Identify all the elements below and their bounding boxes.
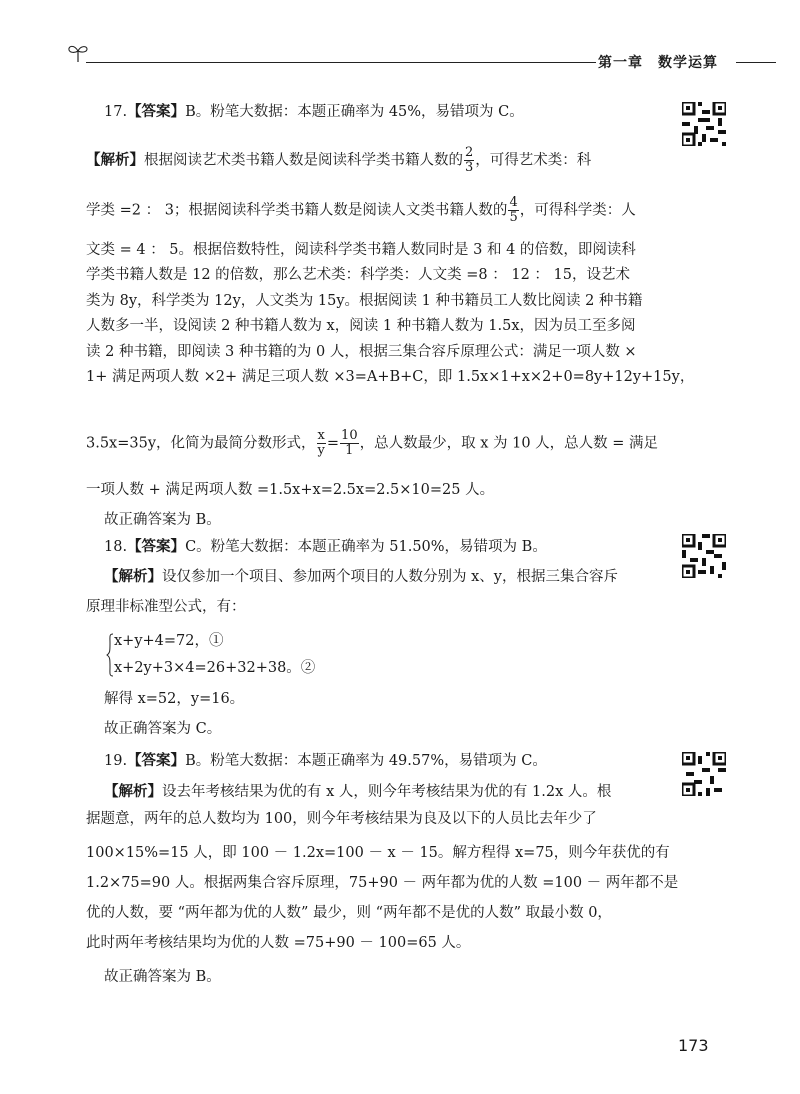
q17-analysis-line-2: 学类 =2 ： 3；根据阅读科学类书籍人数是阅读人文类书籍人数的 $\frac{4}{5}$ ，可得科学类：人 (86, 195, 636, 225)
fraction-2-3: $\frac{2}{3}$ (465, 145, 474, 175)
equation-brace (106, 633, 114, 677)
q19-answer-line (104, 752, 547, 770)
q18-answer-line (104, 538, 547, 556)
q18-analysis-line-1: 【解析】设仅参加一个项目、参加两个项目的人数分别为 x、y，根据三集合容斥 (104, 568, 618, 585)
q17-analysis-line-7: 读 2 种书籍，即阅读 3 种书籍的为 0 人，根据三集合容斥原理公式：满足一项人数 × (86, 344, 637, 360)
q17-analysis-line-1: 【解析】根据阅读艺术类书籍人数是阅读科学类书籍人数的 $\frac{2}{3}$ ，可得艺术类：科 (86, 145, 592, 175)
question-number: 19. (104, 753, 128, 769)
page-number: 173 (678, 1036, 709, 1055)
fraction-4-5: $\frac{4}{5}$ (509, 195, 518, 225)
question-number: 17. (104, 104, 128, 120)
qr-code-icon (682, 752, 726, 796)
q19-analysis-line-6: 此时两年考核结果均为优的人数 =75+90 － 100=65 人。 (86, 935, 471, 951)
sprout-icon (66, 42, 90, 64)
q17-analysis-line-9: 3.5x=35y，化简为最简分数形式， $\frac{x}{y}$ = $\frac{10}{1}$ ，总人数最少，取 x 为 10 人，总人数 = 满足 (86, 428, 659, 458)
qr-code-icon (682, 534, 726, 578)
q17-analysis-line-8: 1+ 满足两项人数 ×2+ 满足三项人数 ×3=A+B+C，即 1.5x×1+x×2+0=8y+12y+15y， (86, 369, 695, 385)
page-header (0, 40, 800, 70)
q18-equation-1: x+y+4=72，① (114, 633, 224, 649)
q18-solution: 解得 x=52，y=16。 (104, 691, 245, 707)
qr-code-q18[interactable] (682, 534, 726, 578)
q17-analysis-line-5: 类为 8y，科学类为 12y，人文类为 15y。根据阅读 1 种书籍员工人数比阅读 2 种书籍 (86, 293, 643, 309)
q19-analysis-line-2: 据题意，两年的总人数均为 100，则今年考核结果为良及以下的人员比去年少了 (86, 811, 597, 827)
header-rule-left (86, 62, 596, 63)
q17-analysis-line-3: 文类 = 4 ： 5。根据倍数特性，阅读科学类书籍人数同时是 3 和 4 的倍数，即阅读科 (86, 242, 636, 258)
answer-tag: 【答案】 (127, 752, 186, 769)
q17-analysis-line-10: 一项人数 + 满足两项人数 =1.5x+x=2.5x=2.5×10=25 人。 (86, 482, 495, 498)
analysis-tag: 【解析】 (104, 783, 162, 800)
chapter-title: 第一章 数学运算 (598, 55, 718, 71)
q19-analysis-line-1: 【解析】设去年考核结果为优的有 x 人，则今年考核结果为优的有 1.2x 人。根 (104, 783, 612, 800)
q18-equation-2: x+2y+3×4=26+32+38。② (114, 660, 316, 676)
answer-text: B。粉笔大数据：本题正确率为 45%，易错项为 C。 (185, 104, 524, 120)
analysis-tag: 【解析】 (104, 568, 162, 585)
question-number: 18. (104, 539, 128, 555)
q19-conclusion: 故正确答案为 B。 (104, 969, 221, 985)
answer-text: C。粉笔大数据：本题正确率为 51.50%，易错项为 B。 (185, 539, 547, 555)
qr-code-q19[interactable] (682, 752, 726, 796)
q17-answer-line (104, 103, 524, 121)
q17-analysis-line-6: 人数多一半，设阅读 2 种书籍人数为 x，阅读 1 种书籍人数为 1.5x，因为员工至多阅 (86, 318, 636, 334)
q17-conclusion: 故正确答案为 B。 (104, 512, 221, 528)
header-rule-right (736, 62, 776, 63)
fraction-x-y: $\frac{x}{y}$ (317, 428, 325, 458)
q18-conclusion: 故正确答案为 C。 (104, 721, 222, 737)
fraction-10-1: $\frac{10}{1}$ (341, 428, 358, 458)
qr-code-q17[interactable] (682, 102, 726, 146)
q19-analysis-line-5: 优的人数，要 “两年都为优的人数” 最少，则 “两年都不是优的人数” 取最小数 0， (86, 905, 612, 921)
q19-analysis-line-3: 100×15%=15 人，即 100 － 1.2x=100 － x － 15。解方程得 x=75，则今年获优的有 (86, 845, 670, 861)
qr-code-icon (682, 102, 726, 146)
q19-analysis-line-4: 1.2×75=90 人。根据两集合容斥原理，75+90 － 两年都为优的人数 =100 － 两年都不是 (86, 875, 679, 891)
q17-analysis-line-4: 学类书籍人数是 12 的倍数，那么艺术类：科学类：人文类 =8 ： 12 ： 15，设艺术 (86, 267, 630, 283)
q18-analysis-line-2: 原理非标准型公式，有： (86, 599, 246, 615)
analysis-tag: 【解析】 (86, 151, 144, 169)
answer-text: B。粉笔大数据：本题正确率为 49.57%，易错项为 C。 (185, 753, 547, 769)
answer-tag: 【答案】 (127, 538, 186, 555)
answer-tag: 【答案】 (127, 103, 186, 120)
